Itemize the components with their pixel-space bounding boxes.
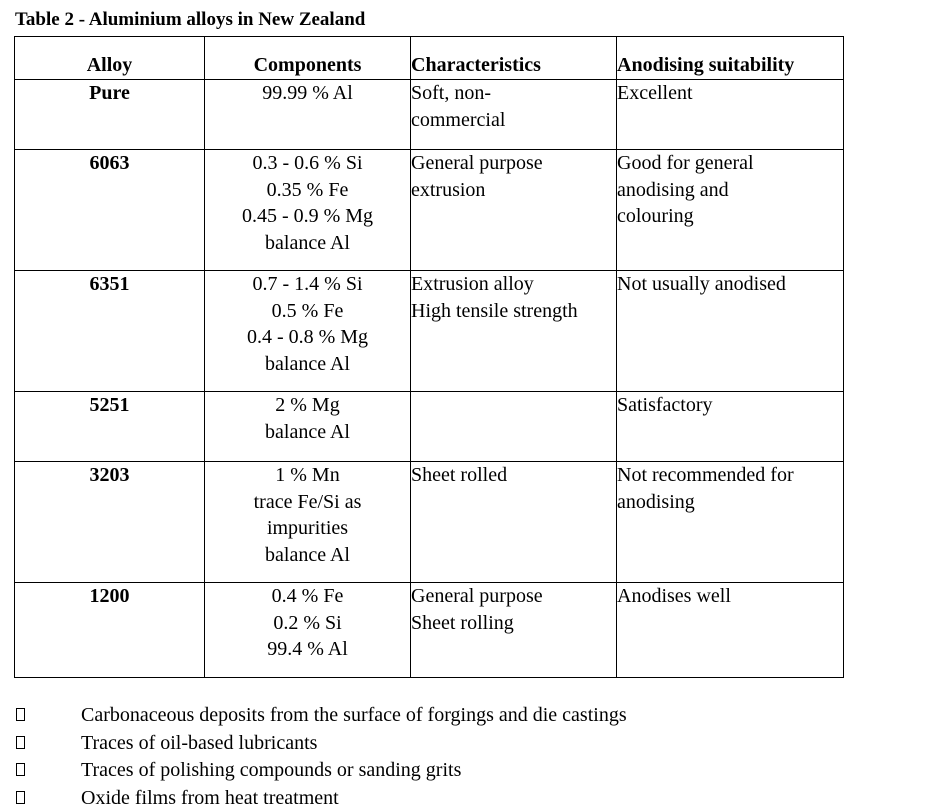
bullet-text: Traces of polishing compounds or sanding grits [81,759,462,781]
cell-components [205,583,411,678]
table-title: Table 2 - Aluminium alloys in New Zealand [15,9,366,30]
table-row [15,150,844,271]
bullet-text: Carbonaceous deposits from the surface of forgings and die castings [81,704,627,726]
header-anodising-suitability: Anodising suitability [617,37,844,80]
cell-components [205,392,411,462]
component-line: impurities [266,517,349,539]
component-line: 0.4 % Fe [271,585,344,607]
component-line: trace Fe/Si as [253,490,362,513]
table-row [15,462,844,583]
characteristic-line: High tensile strength [411,299,578,322]
cell-alloy [15,80,205,150]
component-line: 99.4 % Al [267,638,348,660]
anodising-line: Not recommended for [617,464,794,486]
cell-anodising [617,80,844,150]
alloy-name: 6063 [89,152,130,174]
characteristic-line: Soft, non- [411,82,491,104]
component-line: 0.4 - 0.8 % Mg [246,326,369,348]
cell-anodising [617,271,844,392]
missing-glyph-box-icon [16,791,25,804]
cell-characteristics [411,80,617,150]
cell-characteristics [411,271,617,392]
component-line: 2 % Mg [275,394,340,416]
characteristic-line: extrusion [411,178,486,201]
cell-anodising [617,150,844,271]
cell-components [205,150,411,271]
characteristic-line: Sheet rolling [411,611,514,634]
cell-anodising [617,462,844,583]
table-row [15,583,844,678]
cell-alloy [15,150,205,271]
component-line: 0.35 % Fe [266,178,349,201]
anodising-line: Satisfactory [617,394,713,416]
characteristic-line: Sheet rolled [411,464,508,486]
missing-glyph-box-icon [16,736,25,749]
component-line: 0.7 - 1.4 % Si [252,273,363,295]
component-line: 99.99 % Al [262,82,353,104]
characteristic-line: General purpose [411,585,543,607]
component-line: balance Al [265,420,350,443]
anodising-line: Excellent [617,82,693,104]
anodising-line: Not usually anodised [617,273,786,295]
characteristic-line: Extrusion alloy [411,273,534,295]
cell-components [205,462,411,583]
header-characteristics: Characteristics [411,37,617,80]
cell-alloy [15,392,205,462]
component-line: 0.45 - 0.9 % Mg [241,205,374,227]
cell-characteristics [411,583,617,678]
table-row [15,80,844,150]
alloy-name: 3203 [89,464,130,486]
alloy-name: 1200 [89,585,130,607]
component-line: balance Al [265,543,350,566]
characteristic-line: commercial [411,108,506,131]
cell-anodising [617,583,844,678]
alloy-name: Pure [89,82,130,104]
anodising-line: Anodises well [617,585,731,607]
missing-glyph-box-icon [16,763,25,776]
cell-components [205,80,411,150]
component-line: 0.3 - 0.6 % Si [252,152,363,174]
component-line: balance Al [265,231,350,254]
cell-characteristics [411,150,617,271]
anodising-line: anodising [617,490,695,513]
table-row [15,392,844,462]
cell-alloy [15,271,205,392]
missing-glyph-box-icon [16,708,25,721]
header-components: Components [205,37,411,80]
cell-alloy [15,462,205,583]
component-line: 0.5 % Fe [271,299,344,322]
component-line: 0.2 % Si [273,611,342,634]
anodising-line: Good for general [617,152,754,174]
table-header-row [15,37,844,80]
cell-components [205,271,411,392]
cell-characteristics [411,392,617,462]
cell-characteristics [411,462,617,583]
alloy-name: 6351 [89,273,130,295]
table-row [15,271,844,392]
characteristic-line: General purpose [411,152,543,174]
cell-alloy [15,583,205,678]
anodising-line: anodising and [617,178,729,201]
anodising-line: colouring [617,205,694,227]
component-line: balance Al [265,352,350,375]
cell-anodising [617,392,844,462]
alloy-name: 5251 [89,394,130,416]
header-alloy: Alloy [15,37,205,80]
bullet-text: Oxide films from heat treatment [81,786,339,809]
component-line: 1 % Mn [275,464,340,486]
alloys-table [14,36,844,678]
bullet-text: Traces of oil-based lubricants [81,731,318,754]
